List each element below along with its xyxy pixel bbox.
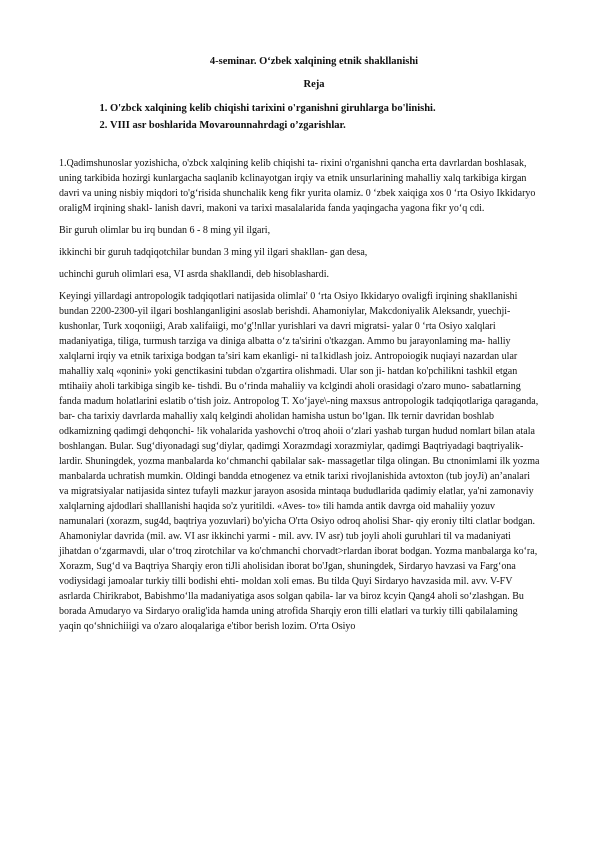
plan-list	[88, 100, 540, 134]
body-paragraph: ikkinchi bir guruh tadqiqotchilar bundan 3 ming yil ilgari shakllan- gan desa,	[59, 247, 368, 258]
document-title: 4-seminar. O‘zbek xalqining etnik shakllanishi	[209, 56, 419, 67]
body-paragraph: uchinchi guruh olimlari esa, VI asrda shakllandi, deb hisoblashardi.	[59, 269, 330, 280]
body-paragraph: Keyingi yillardagi antropologik tadqiqotlari natijasida olimlai' 0 ‘rta Osiyo Ikkidaryo ovaligfi irqining shakllanishi bundan 2200-2300-yil ilgari boshlanganligini asoslab berishdi. Ahamoniylar, Makcdoniyalik Aleksandr, yuechji-kushonlar, Turk xoqoniigi, Arab xalifaiigi, mo‘g'!nllar yurishlari va davri migratsi- yalar 0 ‘rta Osiyo xalqlari madaniyatiga, tiliga, turmush tarziga va diniga albatta o‘z ta'sirini o'tkazgan. Ammo bu jarayonlaming ma- halliy xalqlarni irqiy va etnik tarixiga bodgan ta’siri kam ekanligi- ni ta1kidlash joiz. Antropoiogik nuqiayi nazardan ular mahalliy xalq «qonini» yoki genctikasini tubdan o'zgartira olishmadi. Ular son ji- hatdan ko'pchilikni tashkil etgan mtihaiiy aholi tarkibiga singib ke- tishdi. Bu o‘rinda mahaliiy va kclgindi aholi orasidagi o'zaro muno- sabatlarning fanda madum holatlarini eslatib o‘tish joiz. Antropolog T. Xo‘jaye\-ning maxsus antropologik tadqiqotlariga qaraganda, bar- cha tarixiy davrlarda mahalliy xalq kelgindi aholidan hamisha ustun bo‘lgan. Ilk ternir davridan boshlab odkamizning qadimgi dehqonchi- !ik vohalarida yashovchi o'troq ahoii o‘zlari yashab turgan hudud nomlart bilan atala boshlangan. Bular. Sug‘diyonadagi sug‘diylar, qadimgi Xorazmdagi xorazmiylar, qadimgi Baqtriyadagi baqtriyalik- lardir. Shuningdek, yozma manbalarda ko‘chmanchi qabilalar sak- massagetlar tilga olingan. Bu ctnonimlami ilk yozma manbalarda uchratish mumkin. Oldingi bandda etnogenez va etnik tarixi rivojlanishida avtoxton (tub joyJi) an’analari va migratsiyalar natijasida sintez tufayli mazkur jarayon asosida mintaqa bududlarida qadimiy elatlar, ya'ni zamonaviy xalqlarning ajdodlari shalllanishi haqida so'z yuritildi. «Aves- to» tili hamda antik davrga oid mahaliiy yozuv namunalari (xorazm, sug4d, baqtriya yozuvlari) bo'yicha O'rta Osiyo odroq aholisi Shar- qiy eroniy tilti clatlar bodgan. Ahamoniylar davrida (mil. aw. VI asr ikkinchi yarmi - mil. avv. IV asr) tub joyli aholi guruhlari til va madaniyati jihatdan o‘zgarmavdi, ular o‘troq zirotchilar va ko'chmanchi chorvadt>rlardan iborat bodgan. Yozma manbalarga ko‘ra, Xorazm, Sug‘d va Baqtriya Sharqiy eron tiJli aholisidan iborat bo'Jgan, shuningdek, Sirdaryo havzasi va Farg‘ona vodiysidagi jamoalar turkiy tilli bodishi ehti- moldan xoli emas. Bu tilda Quyi Sirdaryo havzasida mil. avv. V-FV asrlarda Chirikrabot, Babishmo‘lla madaniyatiga asos solgan qabila- lar va biroz kcyin Qang4 aholi so‘zlashgan. Bu borada Amudaryo va Sirdaryo oralig'ida hamda uning atrofida Sharqiy eron tilli elatlari va turkiy tilli qabilalaming yaqin qo‘shnichiiigi va o'zaro aloqalariga e'tibor berish lozim. O'rta Osiyo	[59, 291, 540, 632]
plan-item: 1. O'zbck xalqining kelib chiqishi tarixini o'rganishni giruhlarga bo'linishi.	[110, 100, 540, 117]
body-paragraph: 1.Qadimshunoslar yozishicha, o'zbck xalqining kelib chiqishi ta- rixini o'rganishni qancha erta davrlardan boshlasak, uning tarkibida hozirgi kunlargacha saqlanib kclinayotgan irqiy va etnik unsurlarining mahalliy xalq tarkibiga kirgan davri va uning nisbiy miqdori to'g‘risida shunchalik keng fikr yurita olamiz. 0 ‘zbek xaiqiga xos 0 ‘rta Osiyo Ikkidaryo oraligM irqining shakl- lanish davri, makoni va tarixi masalalarida fanda yaqingacha yagona fikr yo‘q cdi.	[59, 158, 536, 214]
plan-item: 2. VIII asr boshlarida Movarounnahrdagi o’zgarishlar.	[110, 117, 540, 134]
plan-heading: Reja	[303, 79, 325, 90]
body-paragraph: Bir guruh olimlar bu irq bundan 6 - 8 ming yil ilgari,	[59, 225, 271, 236]
